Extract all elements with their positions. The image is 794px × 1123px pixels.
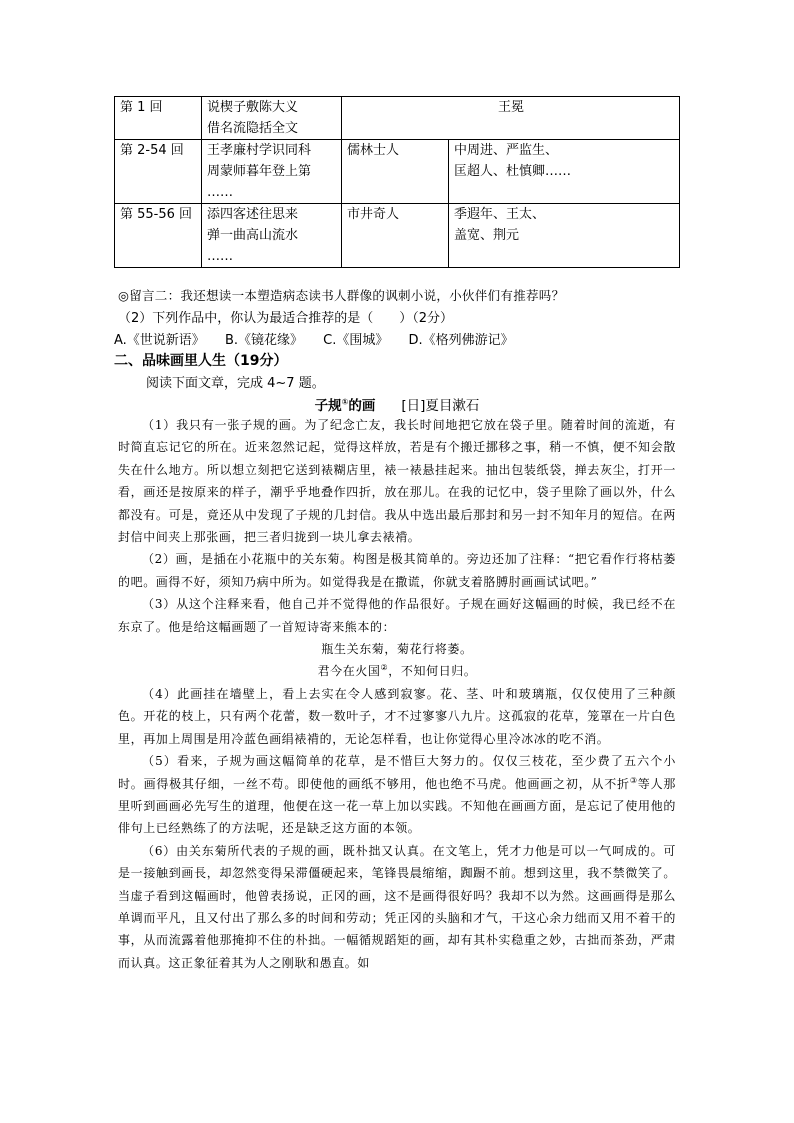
article-author: [日]夏目漱石 bbox=[401, 398, 480, 414]
title-line: …… bbox=[207, 249, 233, 264]
poem-line-2: 君今在火国②，不知何日归。 bbox=[317, 663, 477, 679]
chapter-cell: 第 2-54 回 bbox=[115, 140, 202, 204]
footnote-mark: ② bbox=[380, 663, 389, 673]
footnote-mark: ① bbox=[341, 397, 349, 407]
paragraph-1: （1）我只有一张子规的画。为了纪念亡友，我长时间地把它放在袋子里。随着时间的流逝，有时简直忘记它的所在。近来忽然记起，觉得这样放，若是有个搬迁挪移之事，稍一不慎，便不知会散失在什么地方。所以想立刻把它送到裱糊店里，裱一裱悬挂起来。抽出包装纸袋，掸去灰尘，打开一看，画还是按原来的样子，潮乎乎地叠作四折，放在那儿。在我的记忆中，袋子里除了画以外，什么都没有。可是，竟还从中发现了子规的几封信。我从中选出最后那封和另一封不知年月的短信。在两封信中间夹上那张画，把三者归拢到一块儿拿去裱褙。 bbox=[118, 418, 676, 545]
poem-line-1: 瓶生关东菊，菊花行将萎。 bbox=[321, 642, 473, 657]
title-line: 添四客述往思来 bbox=[207, 207, 299, 222]
paragraph-2: （2）画，是插在小花瓶中的关东菊。构图是极其简单的。旁边还加了注释：“把它看作行将枯萎的吧。画得不好，须知乃病中所为。如觉得我是在撒谎，你就支着胳膊肘画画试试吧。” bbox=[118, 552, 676, 589]
title-line: 借名流隐括全文 bbox=[207, 121, 299, 136]
option-b: B.《镜花缘》 bbox=[224, 333, 304, 348]
reading-instruction: 阅读下面文章，完成 4~7 题。 bbox=[146, 376, 325, 391]
title-line: 说楔子敷陈大义 bbox=[207, 100, 299, 115]
paragraph-3: （3）从这个注释来看，他自己并不觉得他的作品很好。子规在画好这幅画的时候，我已经不在东京了。他是给这幅画题了一首短诗寄来熊本的： bbox=[118, 597, 676, 634]
option-a: A.《世说新语》 bbox=[114, 333, 205, 348]
title-line: …… bbox=[207, 185, 233, 200]
article-title bbox=[0, 394, 794, 414]
table-row bbox=[115, 97, 680, 140]
section-heading: 二、品味画里人生（19分） bbox=[114, 353, 288, 369]
article-body bbox=[118, 414, 676, 974]
people-line: 季遐年、王太、 bbox=[454, 207, 546, 222]
message-two: ◎留言二：我还想读一本塑造病态读书人群像的讽刺小说，小伙伴们有推荐吗？ bbox=[118, 288, 565, 303]
paragraph-4: （4）此画挂在墙壁上，看上去实在令人感到寂寥。花、茎、叶和玻璃瓶，仅仅使用了三种颜色。开花的枝上，只有两个花蕾，数一数叶子，才不过寥寥八九片。这孤寂的花草，笼罩在一片白色里，再加上周围是用冷蓝色画绢裱褙的，无论怎样看，也让你觉得心里冷冰冰的吃不消。 bbox=[118, 686, 676, 746]
people-line: 盖宽、荆元 bbox=[454, 228, 520, 243]
paragraph-5: （5）看来，子规为画这幅简单的花草，是不惜巨大努力的。仅仅三枝花，至少费了五六个小时。画得极其仔细，一丝不苟。即使他的画纸不够用，他也绝不马虎。他画画之初，从不折③等人那里听到画画必先写生的道理，他便在这一花一草上加以实践。不知他在画画方面，是忘记了使用他的俳句上已经熟练了的方法呢，还是缺乏这方面的本领。 bbox=[118, 754, 676, 836]
table-row bbox=[115, 140, 680, 204]
chapter-cell: 第 55-56 回 bbox=[115, 204, 202, 268]
option-c: C.《围城》 bbox=[323, 333, 389, 348]
chapter-cell: 第 1 回 bbox=[115, 97, 202, 140]
people-line: 中周进、严监生、 bbox=[454, 143, 559, 158]
answer-options bbox=[114, 329, 530, 348]
title-line: 王孝廉村学识同科 bbox=[207, 143, 312, 158]
people-cell bbox=[449, 140, 680, 204]
chapter-table bbox=[114, 96, 680, 268]
question-two: （2）下列作品中，你认为最适合推荐的是（ ）（2分） bbox=[118, 311, 454, 326]
people-line: 匡超人、杜慎卿…… bbox=[454, 164, 572, 179]
option-d: D.《格列佛游记》 bbox=[408, 333, 514, 348]
category-cell: 儒林士人 bbox=[342, 140, 449, 204]
title-cell bbox=[202, 204, 342, 268]
footnote-mark: ③ bbox=[629, 775, 638, 785]
paragraph-6: （6）由关东菊所代表的子规的画，既朴拙又认真。在文笔上，凭才力他是可以一气呵成的。可是一接触到画長，却忽然变得呆滞僵硬起来，笔锋畏晨缩缩，踟蹰不前。想到这里，我不禁微笑了。当虚子看到这幅画时，他曾表扬说，正冈的画，这不是画得很好吗？我却不以为然。这画画得是那么单调而平凡，且又付出了那么多的时间和劳动；凭正冈的头脑和才气，干这心余力绌而又用不着干的事，从而流露着他那掩抑不住的朴拙。一幅循规蹈矩的画，却有其朴实稳重之妙，古拙而茶劲，严肃而认真。这正象征着其为人之刚耿和愚直。如 bbox=[118, 843, 676, 970]
category-cell: 市井奇人 bbox=[342, 204, 449, 268]
title-cell bbox=[202, 140, 342, 204]
name-cell: 王冕 bbox=[342, 97, 680, 140]
title-line: 弹一曲高山流水 bbox=[207, 228, 299, 243]
table-row bbox=[115, 204, 680, 268]
people-cell bbox=[449, 204, 680, 268]
title-cell bbox=[202, 97, 342, 140]
title-line: 周蒙师暮年登上第 bbox=[207, 164, 312, 179]
title-text: 子规①的画 bbox=[314, 397, 376, 414]
